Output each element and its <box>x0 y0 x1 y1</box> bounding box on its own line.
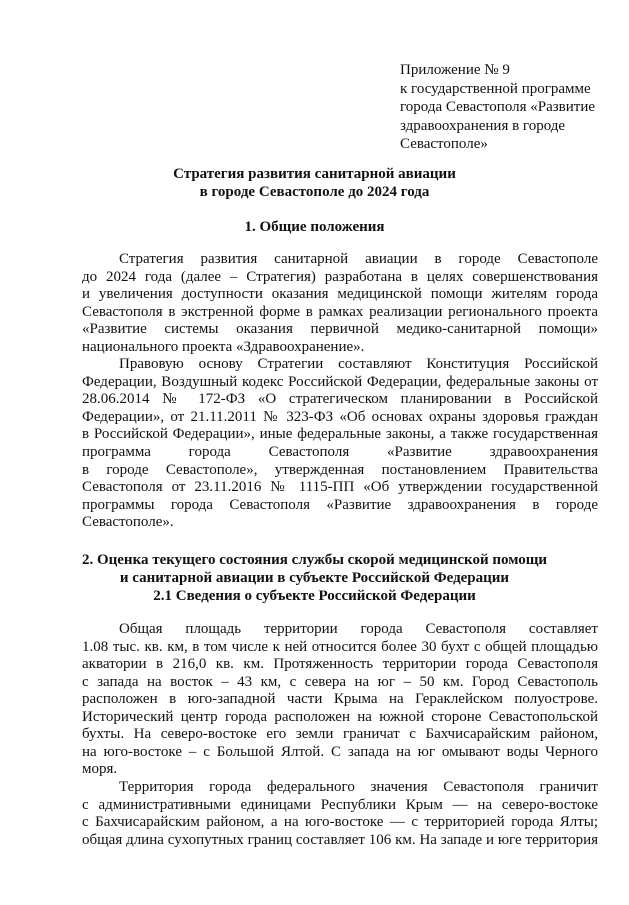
annex-line: к государственной программе <box>400 80 591 97</box>
section-heading: 2. Оценка текущего состояния службы скорой медицинской помощи <box>81 552 548 568</box>
annex-line: города Севастополя «Развитие <box>400 99 596 115</box>
text-line: в Российской Федерации», иные федеральные законы, а также государственная <box>82 426 598 443</box>
document-title-line: Стратегия развития санитарной авиации <box>173 166 456 182</box>
text-line: Федерации, Воздушный кодекс Российской Федерации, федеральные законы от <box>82 373 598 390</box>
text-line: и увеличения доступности оказания медицинской помощи жителям города <box>82 286 598 303</box>
text-line: 28.06.2014 № 172-ФЗ «О стратегическом планировании в Российской <box>82 391 598 408</box>
text-line: до 2024 года (далее – Стратегия) разработана в целях совершенствования <box>82 268 598 285</box>
text-line: моря. <box>82 761 118 778</box>
document-title-line: в городе Севастополе до 2024 года <box>199 184 430 200</box>
text-line: Севастополя в экстренной форме в рамках реализации регионального проекта <box>82 303 598 320</box>
text-line: Федерации», от 21.11.2011 № 323-ФЗ «Об основах охраны здоровья граждан <box>82 408 598 425</box>
text-line: Исторический центр города расположен на южной стороне Севастопольской <box>82 708 598 725</box>
text-line: Севастополе». <box>82 514 174 531</box>
text-line: в городе Севастополе», утвержденная постановлением Правительства <box>82 461 598 478</box>
annex-line: Приложение № 9 <box>400 62 510 78</box>
text-line: Территория города федерального значения Севастополя граничит <box>119 779 598 795</box>
text-line: Правовую основу Стратегии составляют Конституция Российской <box>119 356 598 373</box>
text-line: программы города Севастополя «Развитие здравоохранения в городе <box>82 496 598 513</box>
text-line: расположен в юго-западной части Крыма на Гераклейском полуострове. <box>82 691 598 708</box>
text-line: Севастополя от 23.11.2016 № 1115-ПП «Об утверждении государственной <box>82 479 598 496</box>
text-line: бухты. На северо-востоке его земли граничат с Бахчисарайским районом, <box>82 726 598 743</box>
section-heading: и санитарной авиации в субъекте Российской Федерации <box>119 570 510 586</box>
text-line: акватории в 216,0 кв. км. Протяженность территории города Севастополя <box>82 656 598 673</box>
text-line: с запада на восток – 43 км, с севера на юг – 50 км. Город Севастополь <box>82 673 598 690</box>
text-line: 1.08 тыс. кв. км, в том числе к ней относится более 30 бухт с общей площадью <box>82 638 598 655</box>
annex-note <box>400 61 620 154</box>
annex-line: Севастополе» <box>400 136 488 152</box>
text-line: «Развитие системы оказания первичной медико-санитарной помощи» <box>82 321 598 338</box>
text-line: на юго-востоке – с Большой Ялтой. С запада на юг омывают воды Черного <box>82 743 598 760</box>
text-line: общая длина сухопутных границ составляет 106 км. На западе и юге территория <box>82 831 598 848</box>
section1-paragraph <box>82 251 598 532</box>
text-line: национального проекта «Здравоохранение». <box>82 338 365 355</box>
text-line: программа города Севастополя «Развитие здравоохранения <box>82 444 598 461</box>
text-line: Общая площадь территории города Севастополя составляет <box>119 621 598 637</box>
text-line: с административными единицами Республики Крым — на северо-востоке <box>82 796 598 813</box>
text-line: Стратегия развития санитарной авиации в городе Севастополе <box>119 251 598 267</box>
section-heading: 1. Общие положения <box>244 219 385 235</box>
section2-paragraph <box>82 779 598 849</box>
subsection-heading: 2.1 Сведения о субъекте Российской Федерации <box>153 588 476 604</box>
annex-line: здравоохранения в городе <box>400 117 566 134</box>
text-line: с Бахчисарайским районом, а на юго-востоке — с территорией города Ялты; <box>82 814 598 831</box>
section2-paragraph <box>82 621 598 779</box>
